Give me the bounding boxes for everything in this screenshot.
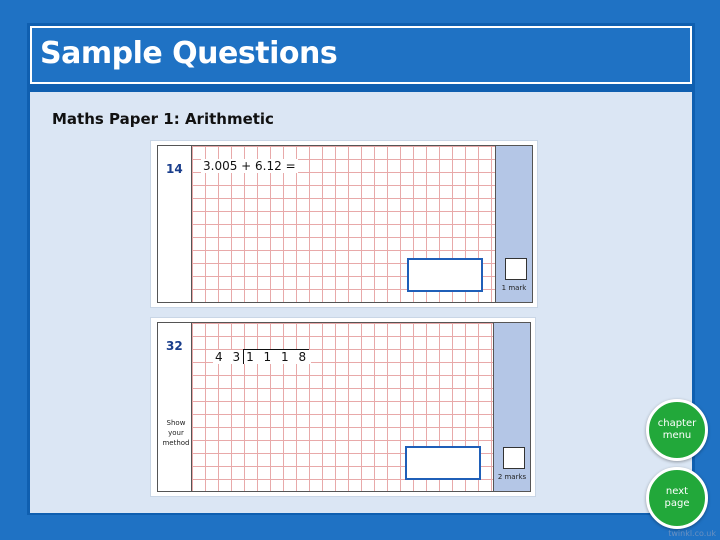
long-division — [213, 350, 311, 364]
dividend: 1 1 1 8 — [243, 349, 309, 364]
content-panel — [30, 92, 692, 513]
question-number-column — [157, 145, 191, 303]
mark-column — [495, 145, 533, 303]
divisor: 4 3 — [215, 350, 244, 364]
mark-label: 1 mark — [501, 284, 527, 292]
chapter-menu-label: chapter menu — [657, 418, 697, 441]
mark-box — [503, 447, 525, 469]
next-page-label: next page — [664, 486, 690, 509]
question-number: 32 — [166, 339, 183, 353]
mark-box — [505, 258, 527, 280]
chapter-menu-button[interactable] — [646, 399, 708, 461]
answer-box[interactable] — [407, 258, 483, 292]
question-card-32 — [150, 317, 536, 497]
question-text: 3.005 + 6.12 = — [203, 159, 296, 173]
mark-column — [493, 322, 531, 492]
mark-label: 2 marks — [497, 473, 527, 481]
show-method-label: Show your method — [162, 419, 190, 447]
question-number-column — [157, 322, 191, 492]
paper-subtitle: Maths Paper 1: Arithmetic — [52, 110, 274, 128]
question-sheet — [157, 322, 531, 492]
title-bar — [30, 26, 692, 84]
page-title: Sample Questions — [40, 36, 338, 71]
footer-credit: twinkl.co.uk — [668, 529, 716, 538]
question-card-14 — [150, 140, 538, 308]
question-sheet — [157, 145, 533, 303]
answer-box[interactable] — [405, 446, 481, 480]
question-number: 14 — [166, 162, 183, 176]
next-page-button[interactable] — [646, 467, 708, 529]
